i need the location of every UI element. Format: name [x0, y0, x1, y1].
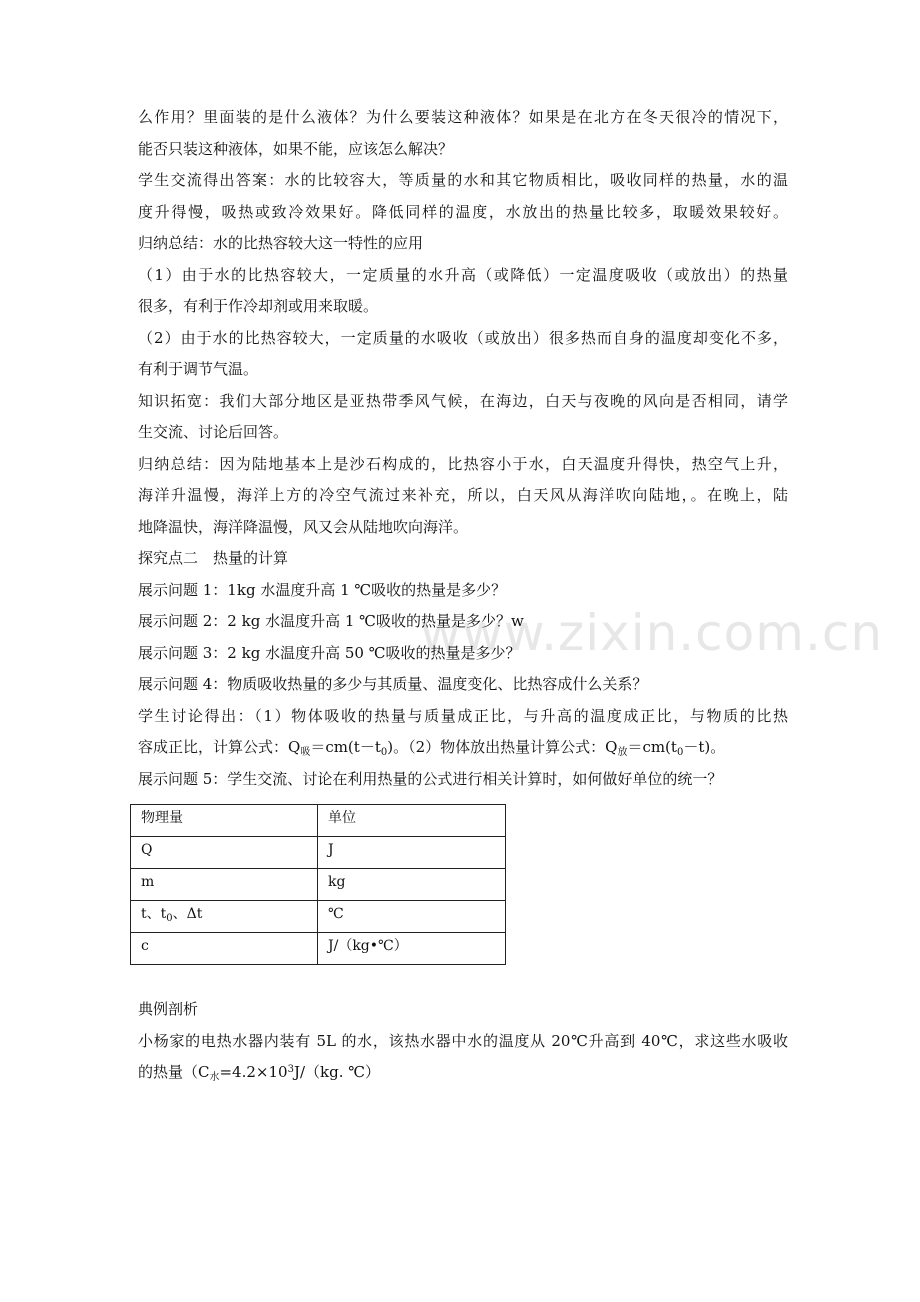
formula-text: －t)。 — [683, 738, 726, 756]
formula-text: ＝cm(t — [627, 738, 677, 756]
question-line: 展示问题 4：物质吸收热量的多少与其质量、温度变化、比热容成什么关系？ — [138, 675, 648, 693]
units-table — [130, 804, 506, 965]
formula-subscript: 0 — [676, 747, 684, 758]
text-line: 小杨家的电热水器内装有 5L 的水，该热水器中水的温度从 20℃升高到 40℃，求这些水吸收 — [138, 1031, 788, 1050]
text-line: 归纳总结：因为陆地基本上是沙石构成的，比热容小于水，白天温度升得快，热空气上升， — [138, 454, 788, 473]
section-heading: 归纳总结：水的比热容较大这一特性的应用 — [138, 234, 424, 252]
question-line: 展示问题 3：2 kg 水温度升高 50 ℃吸收的热量是多少？ — [138, 643, 521, 662]
text-line: 知识拓宽：我们大部分地区是亚热带季风气候，在海边，白天与夜晚的风向是否相同，请学 — [138, 391, 788, 410]
text-line: 能否只装这种液体，如果不能，应该怎么解决？ — [138, 139, 454, 158]
question-line: 展示问题 5：学生交流、讨论在利用热量的公式进行相关计算时，如何做好单位的统一？ — [138, 769, 723, 788]
table-header-cell: 单位 — [318, 805, 506, 837]
table-cell: Q — [131, 837, 318, 869]
text-line: 有利于调节气温。 — [138, 360, 259, 378]
table-cell: ℃ — [318, 901, 506, 933]
table-row — [131, 869, 506, 901]
formula-text: )。（2）物体放出热量计算公式：Q — [387, 738, 618, 756]
table-cell: kg — [318, 869, 506, 901]
formula-subscript: 放 — [617, 747, 628, 758]
section-heading: 典例剖析 — [138, 1000, 199, 1018]
table-header-row — [131, 805, 506, 837]
formula-text: 容成正比，计算公式：Q — [138, 738, 301, 756]
text-part: 的热量（C — [138, 1063, 210, 1081]
table-cell: m — [131, 869, 318, 901]
superscript: 3 — [287, 1064, 294, 1075]
text-line: 地降温快，海洋降温慢，风又会从陆地吹向海洋。 — [138, 517, 469, 536]
text-line: （2）由于水的比热容较大，一定质量的水吸收（或放出）很多热而自身的温度却变化不多， — [138, 328, 788, 347]
table-cell: J — [318, 837, 506, 869]
table-cell: c — [131, 933, 318, 965]
table-header-cell: 物理量 — [131, 805, 318, 837]
cell-subscript: 0 — [166, 913, 173, 924]
cell-text: 、Δt — [172, 906, 203, 922]
watermark: www.zixin.com.cn — [420, 604, 884, 662]
formula-subscript: 0 — [380, 747, 388, 758]
table-cell: J/（kg•℃） — [318, 933, 506, 965]
cell-text: t、t — [141, 906, 167, 922]
question-line: 展示问题 2：2 kg 水温度升高 1 ℃吸收的热量是多少？w — [138, 612, 524, 630]
document-body — [138, 102, 788, 795]
subscript: 水 — [209, 1072, 220, 1083]
section-heading: 探究点二 热量的计算 — [138, 549, 289, 567]
text-part: J/（kg. ℃） — [293, 1063, 381, 1081]
table-row — [131, 837, 506, 869]
text-line — [138, 1057, 788, 1089]
formula-subscript: 吸 — [300, 747, 311, 758]
text-line: （1）由于水的比热容较大，一定质量的水升高（或降低）一定温度吸收（或放出）的热量 — [138, 265, 788, 284]
text-line: 么作用？里面装的是什么液体？为什么要装这种液体？如果是在北方在冬天很冷的情况下， — [138, 108, 788, 126]
question-line: 展示问题 1：1kg 水温度升高 1 ℃吸收的热量是多少？ — [138, 580, 507, 599]
text-line: 海洋升温慢，海洋上方的冷空气流过来补充，所以，白天风从海洋吹向陆地，。在晚上，陆 — [138, 486, 788, 504]
table-row — [131, 901, 506, 933]
text-line: 度升得慢，吸热或致冷效果好。降低同样的温度，水放出的热量比较多，取暖效果较好。 — [138, 202, 788, 221]
table-cell — [131, 901, 318, 933]
text-line: 学生交流得出答案：水的比较容大，等质量的水和其它物质相比，吸收同样的热量，水的温 — [138, 171, 788, 189]
table-row — [131, 933, 506, 965]
text-line: 生交流、讨论后回答。 — [138, 423, 289, 441]
formula-text: ＝cm(t－t — [310, 738, 381, 756]
text-line: 很多，有利于作冷却剂或用来取暖。 — [138, 297, 379, 315]
text-line: 学生讨论得出：（1）物体吸收的热量与质量成正比，与升高的温度成正比，与物质的比热 — [138, 706, 788, 725]
example-section — [138, 994, 788, 1089]
text-part: =4.2×10 — [219, 1063, 288, 1081]
formula-line — [138, 732, 788, 764]
